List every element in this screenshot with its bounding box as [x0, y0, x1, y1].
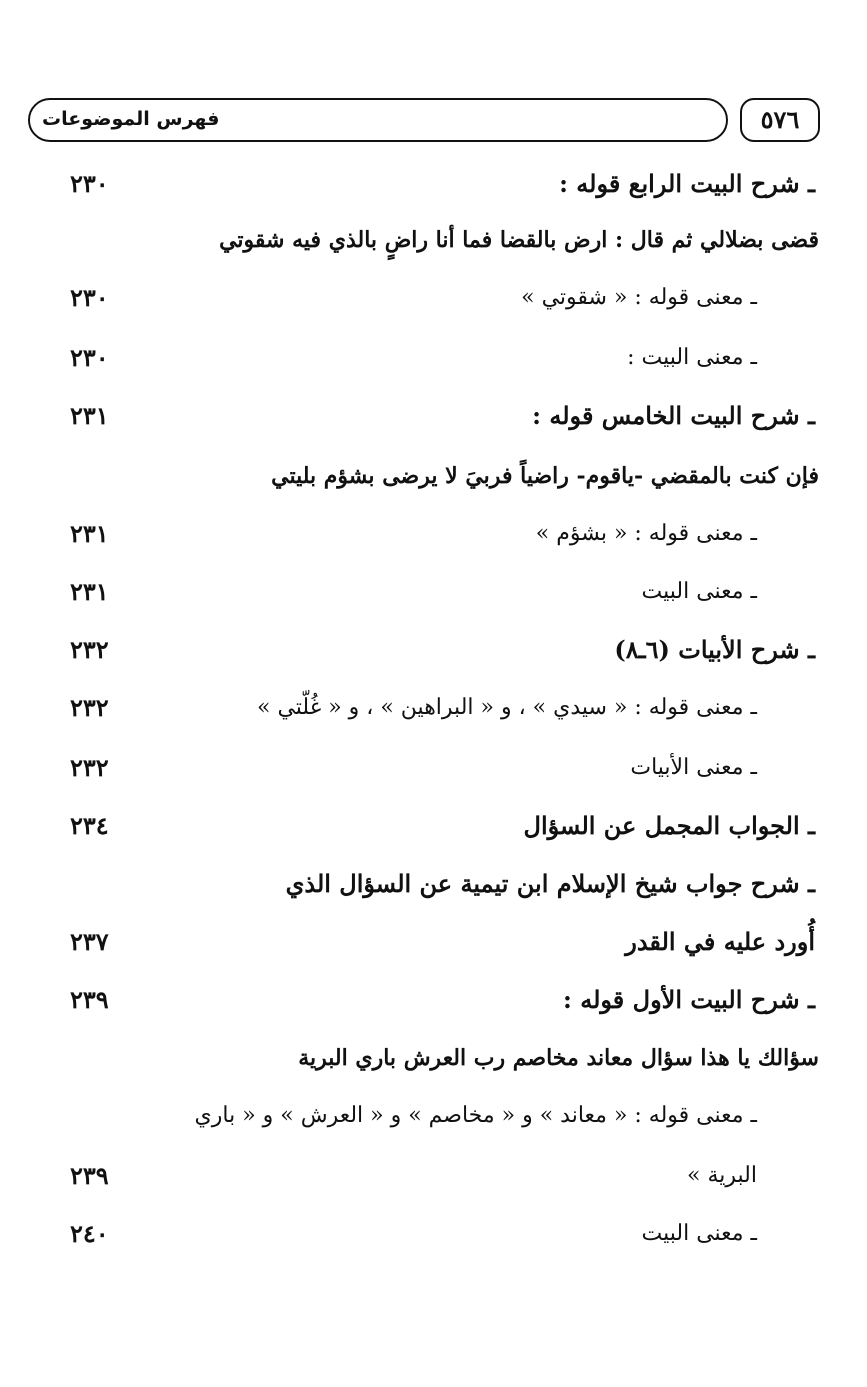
page-number: ٥٧٦ [760, 105, 800, 134]
toc-verse [0, 212, 867, 268]
toc-entry-page: ٢٣٢ [70, 753, 109, 782]
toc-entry-page: ٢٣١ [70, 401, 109, 430]
toc-entry-text: ـ معنى قوله : « شقوتي » [521, 285, 757, 310]
section-title: فهرس الموضوعات [42, 108, 220, 130]
toc-entry-page: ٢٣٠ [70, 283, 109, 312]
toc-entry-text: ـ معنى قوله : « سيدي » ، و « البراهين » ، و « غُلّتي » [256, 695, 757, 720]
toc-entry-text: ـ معنى قوله : « معاند » و « مخاصم » و « العرش » و « باري [194, 1103, 757, 1128]
toc-entry [0, 1206, 867, 1262]
toc-entry-text: ـ الجواب المجمل عن السؤال [523, 811, 815, 840]
toc-entry [0, 740, 867, 796]
toc-entry [0, 972, 867, 1028]
toc-entry-text: ـ شرح البيت الأول قوله : [563, 985, 815, 1014]
toc-entry [0, 270, 867, 326]
toc-entry-page: ٢٣٢ [70, 693, 109, 722]
toc-entry-page: ٢٣٤ [70, 811, 109, 840]
toc-entry-text: ـ شرح البيت الخامس قوله : [532, 401, 815, 430]
toc-entry-text: فإن كنت بالمقضي -ياقوم- راضياً فربيَ لا يرضى بشؤم بليتي [271, 463, 819, 489]
toc-entry [0, 622, 867, 678]
toc-verse [0, 448, 867, 504]
toc-entry-page: ٢٣٩ [70, 1161, 109, 1190]
toc-entry-text: ـ شرح جواب شيخ الإسلام ابن تيمية عن السؤال الذي [285, 869, 815, 898]
toc-entry [0, 1088, 867, 1144]
toc-entry [0, 914, 867, 970]
toc-entry [0, 798, 867, 854]
toc-entry-text: ـ معنى البيت [641, 579, 757, 604]
toc-entry [0, 330, 867, 386]
toc-entry-text: ـ معنى البيت [641, 1221, 757, 1246]
toc-entry-text: أُورد عليه في القدر [625, 927, 815, 956]
toc-entry [0, 856, 867, 912]
toc-entry-page: ٢٣٠ [70, 169, 109, 198]
toc-entry-page: ٢٣١ [70, 577, 109, 606]
toc-entry [0, 680, 867, 736]
toc-entry-text: سؤالك يا هذا سؤال معاند مخاصم رب العرش باري البرية [298, 1045, 819, 1071]
toc-entry [0, 156, 867, 212]
toc-entry [0, 564, 867, 620]
toc-entry-text: ـ معنى قوله : « بشؤم » [535, 521, 757, 546]
toc-entry [0, 1148, 867, 1204]
toc-entry-text: قضى بضلالي ثم قال : ارض بالقضا فما أنا راضٍ بالذي فيه شقوتي [219, 227, 819, 253]
toc-entry-text: البرية » [687, 1163, 757, 1188]
toc-entry-text: ـ شرح البيت الرابع قوله : [559, 169, 815, 198]
toc-entry-page: ٢٣١ [70, 519, 109, 548]
toc-entry-page: ٢٤٠ [70, 1219, 109, 1248]
toc-entry-page: ٢٣٠ [70, 343, 109, 372]
toc-entry-text: ـ معنى البيت : [627, 345, 757, 370]
toc-entry-page: ٢٣٢ [70, 635, 109, 664]
toc-entry-text: ـ معنى الأبيات [630, 755, 757, 780]
toc-entry [0, 506, 867, 562]
toc-entry-page: ٢٣٩ [70, 985, 109, 1014]
toc-entry [0, 388, 867, 444]
toc-entry-page: ٢٣٧ [70, 927, 109, 956]
toc-entry-text: ـ شرح الأبيات (٦ـ٨) [614, 635, 815, 664]
toc-verse [0, 1030, 867, 1086]
